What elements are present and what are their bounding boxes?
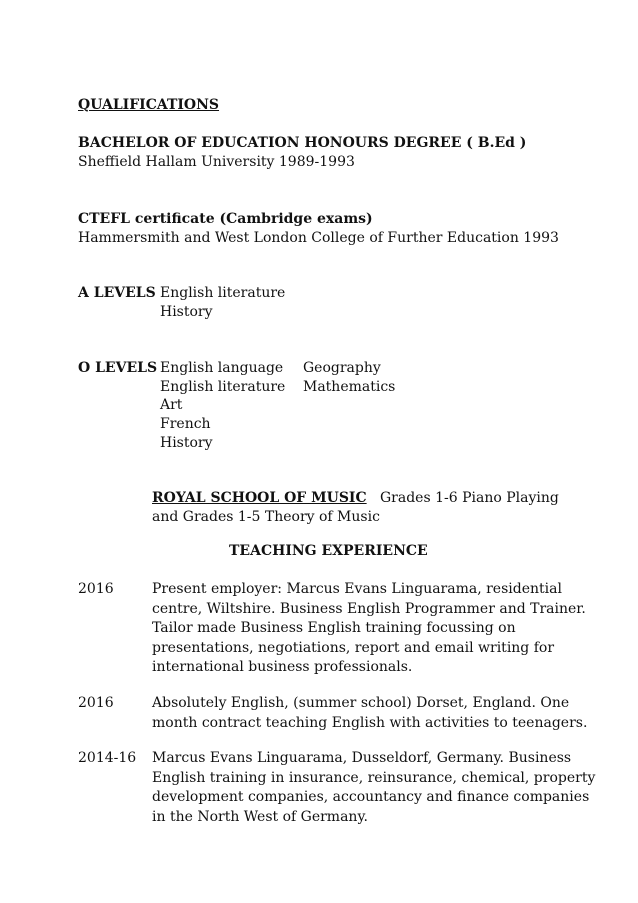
experience-line: Tailor made Business English training focussing on	[152, 620, 516, 636]
experience-line: English training in insurance, reinsurance, chemical, property	[152, 769, 596, 786]
a-levels-label: A LEVELS	[78, 285, 156, 301]
degree-detail: Sheffield Hallam University 1989-1993	[78, 154, 355, 170]
degree-title: BACHELOR OF EDUCATION HONOURS DEGREE ( B.Ed )	[78, 135, 527, 151]
experience-year: 2016	[78, 695, 114, 711]
experience-line: Absolutely English, (summer school) Dorset, England. One	[152, 695, 570, 711]
ctefl-detail: Hammersmith and West London College of Further Education 1993	[78, 230, 559, 246]
music-grades-piano: Grades 1-6 Piano Playing	[379, 490, 559, 506]
experience-line: centre, Wiltshire. Business English Programmer and Trainer.	[152, 600, 586, 617]
o-levels-subject: French	[160, 416, 211, 432]
qualifications-heading: QUALIFICATIONS	[78, 97, 220, 113]
a-levels-subject: English literature	[160, 285, 286, 301]
experience-line: international business professionals.	[152, 659, 413, 675]
o-levels-subject: Mathematics	[303, 379, 396, 395]
o-levels-subject: English literature	[160, 379, 286, 395]
music-school: ROYAL SCHOOL OF MUSIC	[152, 490, 367, 506]
experience-year: 2014-16	[78, 750, 137, 766]
experience-line: presentations, negotiations, report and email writing for	[152, 639, 555, 656]
experience-line: Present employer: Marcus Evans Linguarama, residential	[152, 581, 562, 597]
music-line	[152, 489, 559, 508]
o-levels-label: O LEVELS	[78, 360, 158, 376]
experience-line: Marcus Evans Linguarama, Dusseldorf, Germany. Business	[152, 750, 572, 766]
ctefl-title: CTEFL certificate (Cambridge exams)	[78, 211, 373, 227]
o-levels-subject: Geography	[303, 360, 381, 376]
music-grades-theory: and Grades 1-5 Theory of Music	[152, 509, 380, 525]
experience-line: in the North West of Germany.	[152, 808, 368, 825]
experience-line: development companies, accountancy and finance companies	[152, 789, 590, 805]
a-levels-subject: History	[160, 304, 213, 320]
o-levels-subject: History	[160, 435, 213, 451]
experience-line: month contract teaching English with activities to teenagers.	[152, 714, 588, 731]
o-levels-subject: Art	[160, 397, 183, 413]
teaching-heading: TEACHING EXPERIENCE	[229, 543, 428, 559]
experience-year: 2016	[78, 581, 114, 597]
o-levels-subject: English language	[160, 360, 284, 376]
